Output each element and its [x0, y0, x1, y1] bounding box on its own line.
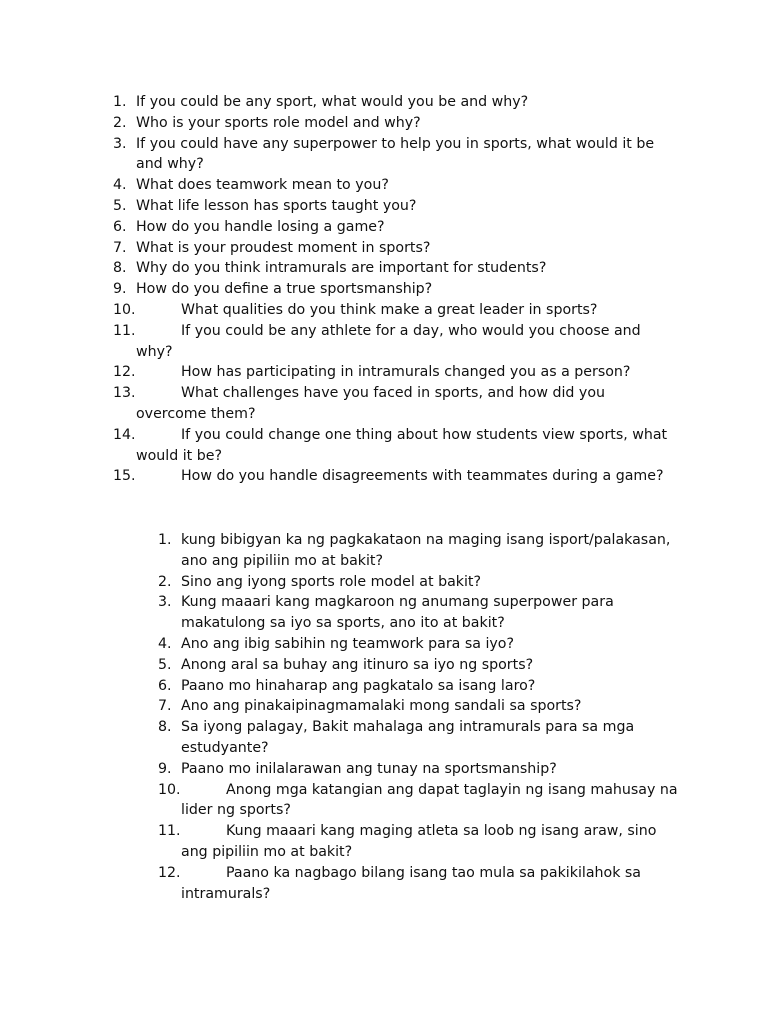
item-text: Ano ang pinakaipinagmamalaki mong sandali sa sports? [181, 698, 582, 715]
list-item [113, 383, 673, 425]
list-item [158, 821, 678, 863]
list-item [113, 217, 673, 238]
item-number: 2. [113, 114, 127, 131]
item-text: Who is your sports role model and why? [136, 114, 421, 131]
list-item [113, 92, 673, 113]
item-number: 14. [113, 426, 136, 443]
list-item [158, 572, 678, 593]
filipino-question-list [158, 530, 678, 904]
item-text: Paano mo inilalarawan ang tunay na sportsmanship? [181, 760, 557, 777]
list-item [113, 321, 673, 363]
item-number: 11. [158, 823, 181, 840]
item-number: 12. [158, 864, 181, 881]
list-item [158, 676, 678, 697]
item-number: 10. [158, 781, 181, 798]
item-text: How do you handle disagreements with teammates during a game? [181, 468, 664, 485]
item-number: 12. [113, 364, 136, 381]
item-text: If you could have any superpower to help you in sports, what would it be and why? [136, 135, 655, 173]
item-number: 13. [113, 385, 136, 402]
item-number: 7. [158, 698, 172, 715]
item-text: How do you define a true sportsmanship? [136, 281, 433, 298]
item-text: How has participating in intramurals changed you as a person? [181, 364, 631, 381]
list-item [113, 362, 673, 383]
list-item [113, 175, 673, 196]
item-number: 6. [113, 218, 127, 235]
item-number: 9. [158, 760, 172, 777]
list-item [158, 530, 678, 572]
item-text: If you could change one thing about how students view sports, what would it be? [136, 426, 668, 464]
item-number: 11. [113, 322, 136, 339]
item-text: Anong aral sa buhay ang itinuro sa iyo ng sports? [181, 656, 534, 673]
item-text: Anong mga katangian ang dapat taglayin ng isang mahusay na lider ng sports? [181, 781, 678, 819]
item-number: 6. [158, 677, 172, 694]
item-number: 5. [113, 197, 127, 214]
item-text: Kung maaari kang magkaroon ng anumang superpower para makatulong sa iyo sa sports, ano ito at bakit? [181, 594, 614, 632]
item-number: 15. [113, 468, 136, 485]
item-number: 3. [158, 594, 172, 611]
item-text: Ano ang ibig sabihin ng teamwork para sa iyo? [181, 635, 514, 652]
item-text: Paano mo hinaharap ang pagkatalo sa isang laro? [181, 677, 536, 694]
item-number: 10. [113, 301, 136, 318]
item-text: kung bibigyan ka ng pagkakataon na maging isang isport/palakasan, ano ang pipiliin mo at bakit? [181, 532, 671, 569]
item-number: 9. [113, 281, 127, 298]
item-number: 3. [113, 135, 127, 152]
english-question-list [113, 92, 673, 487]
item-text: If you could be any athlete for a day, who would you choose and why? [136, 322, 641, 360]
item-number: 5. [158, 656, 172, 673]
item-text: Kung maaari kang maging atleta sa loob ng isang araw, sino ang pipiliin mo at bakit? [181, 823, 657, 860]
list-item [113, 196, 673, 217]
list-item [158, 863, 678, 905]
item-text: How do you handle losing a game? [136, 218, 385, 235]
item-text: Paano ka nagbago bilang isang tao mula sa pakikilahok sa intramurals? [181, 864, 642, 902]
list-item [113, 279, 673, 300]
item-number: 7. [113, 239, 127, 256]
list-item [113, 238, 673, 259]
item-text: What does teamwork mean to you? [136, 177, 389, 194]
list-item [158, 696, 678, 717]
item-text: Sa iyong palagay, Bakit mahalaga ang intramurals para sa mga estudyante? [181, 719, 635, 756]
list-item [158, 717, 678, 759]
item-text: What life lesson has sports taught you? [136, 197, 417, 214]
item-text: Sino ang iyong sports role model at bakit? [181, 573, 482, 590]
item-text: What is your proudest moment in sports? [136, 239, 431, 256]
list-item [113, 113, 673, 134]
item-number: 2. [158, 573, 172, 590]
item-number: 4. [158, 635, 172, 652]
item-text: What qualities do you think make a great leader in sports? [181, 301, 598, 318]
list-item [158, 592, 678, 634]
item-number: 1. [113, 94, 127, 110]
item-text: If you could be any sport, what would you be and why? [136, 94, 529, 110]
item-text: What challenges have you faced in sports, and how did you overcome them? [136, 385, 605, 422]
item-number: 1. [158, 532, 172, 548]
list-item [113, 466, 673, 487]
list-item [158, 655, 678, 676]
list-item [113, 258, 673, 279]
list-item [113, 134, 673, 176]
list-item [158, 780, 678, 822]
list-item [158, 634, 678, 655]
item-number: 8. [113, 260, 127, 277]
item-text: Why do you think intramurals are important for students? [136, 260, 547, 277]
item-number: 4. [113, 177, 127, 194]
list-item [113, 425, 673, 467]
list-item [158, 759, 678, 780]
item-number: 8. [158, 719, 172, 736]
list-item [113, 300, 673, 321]
